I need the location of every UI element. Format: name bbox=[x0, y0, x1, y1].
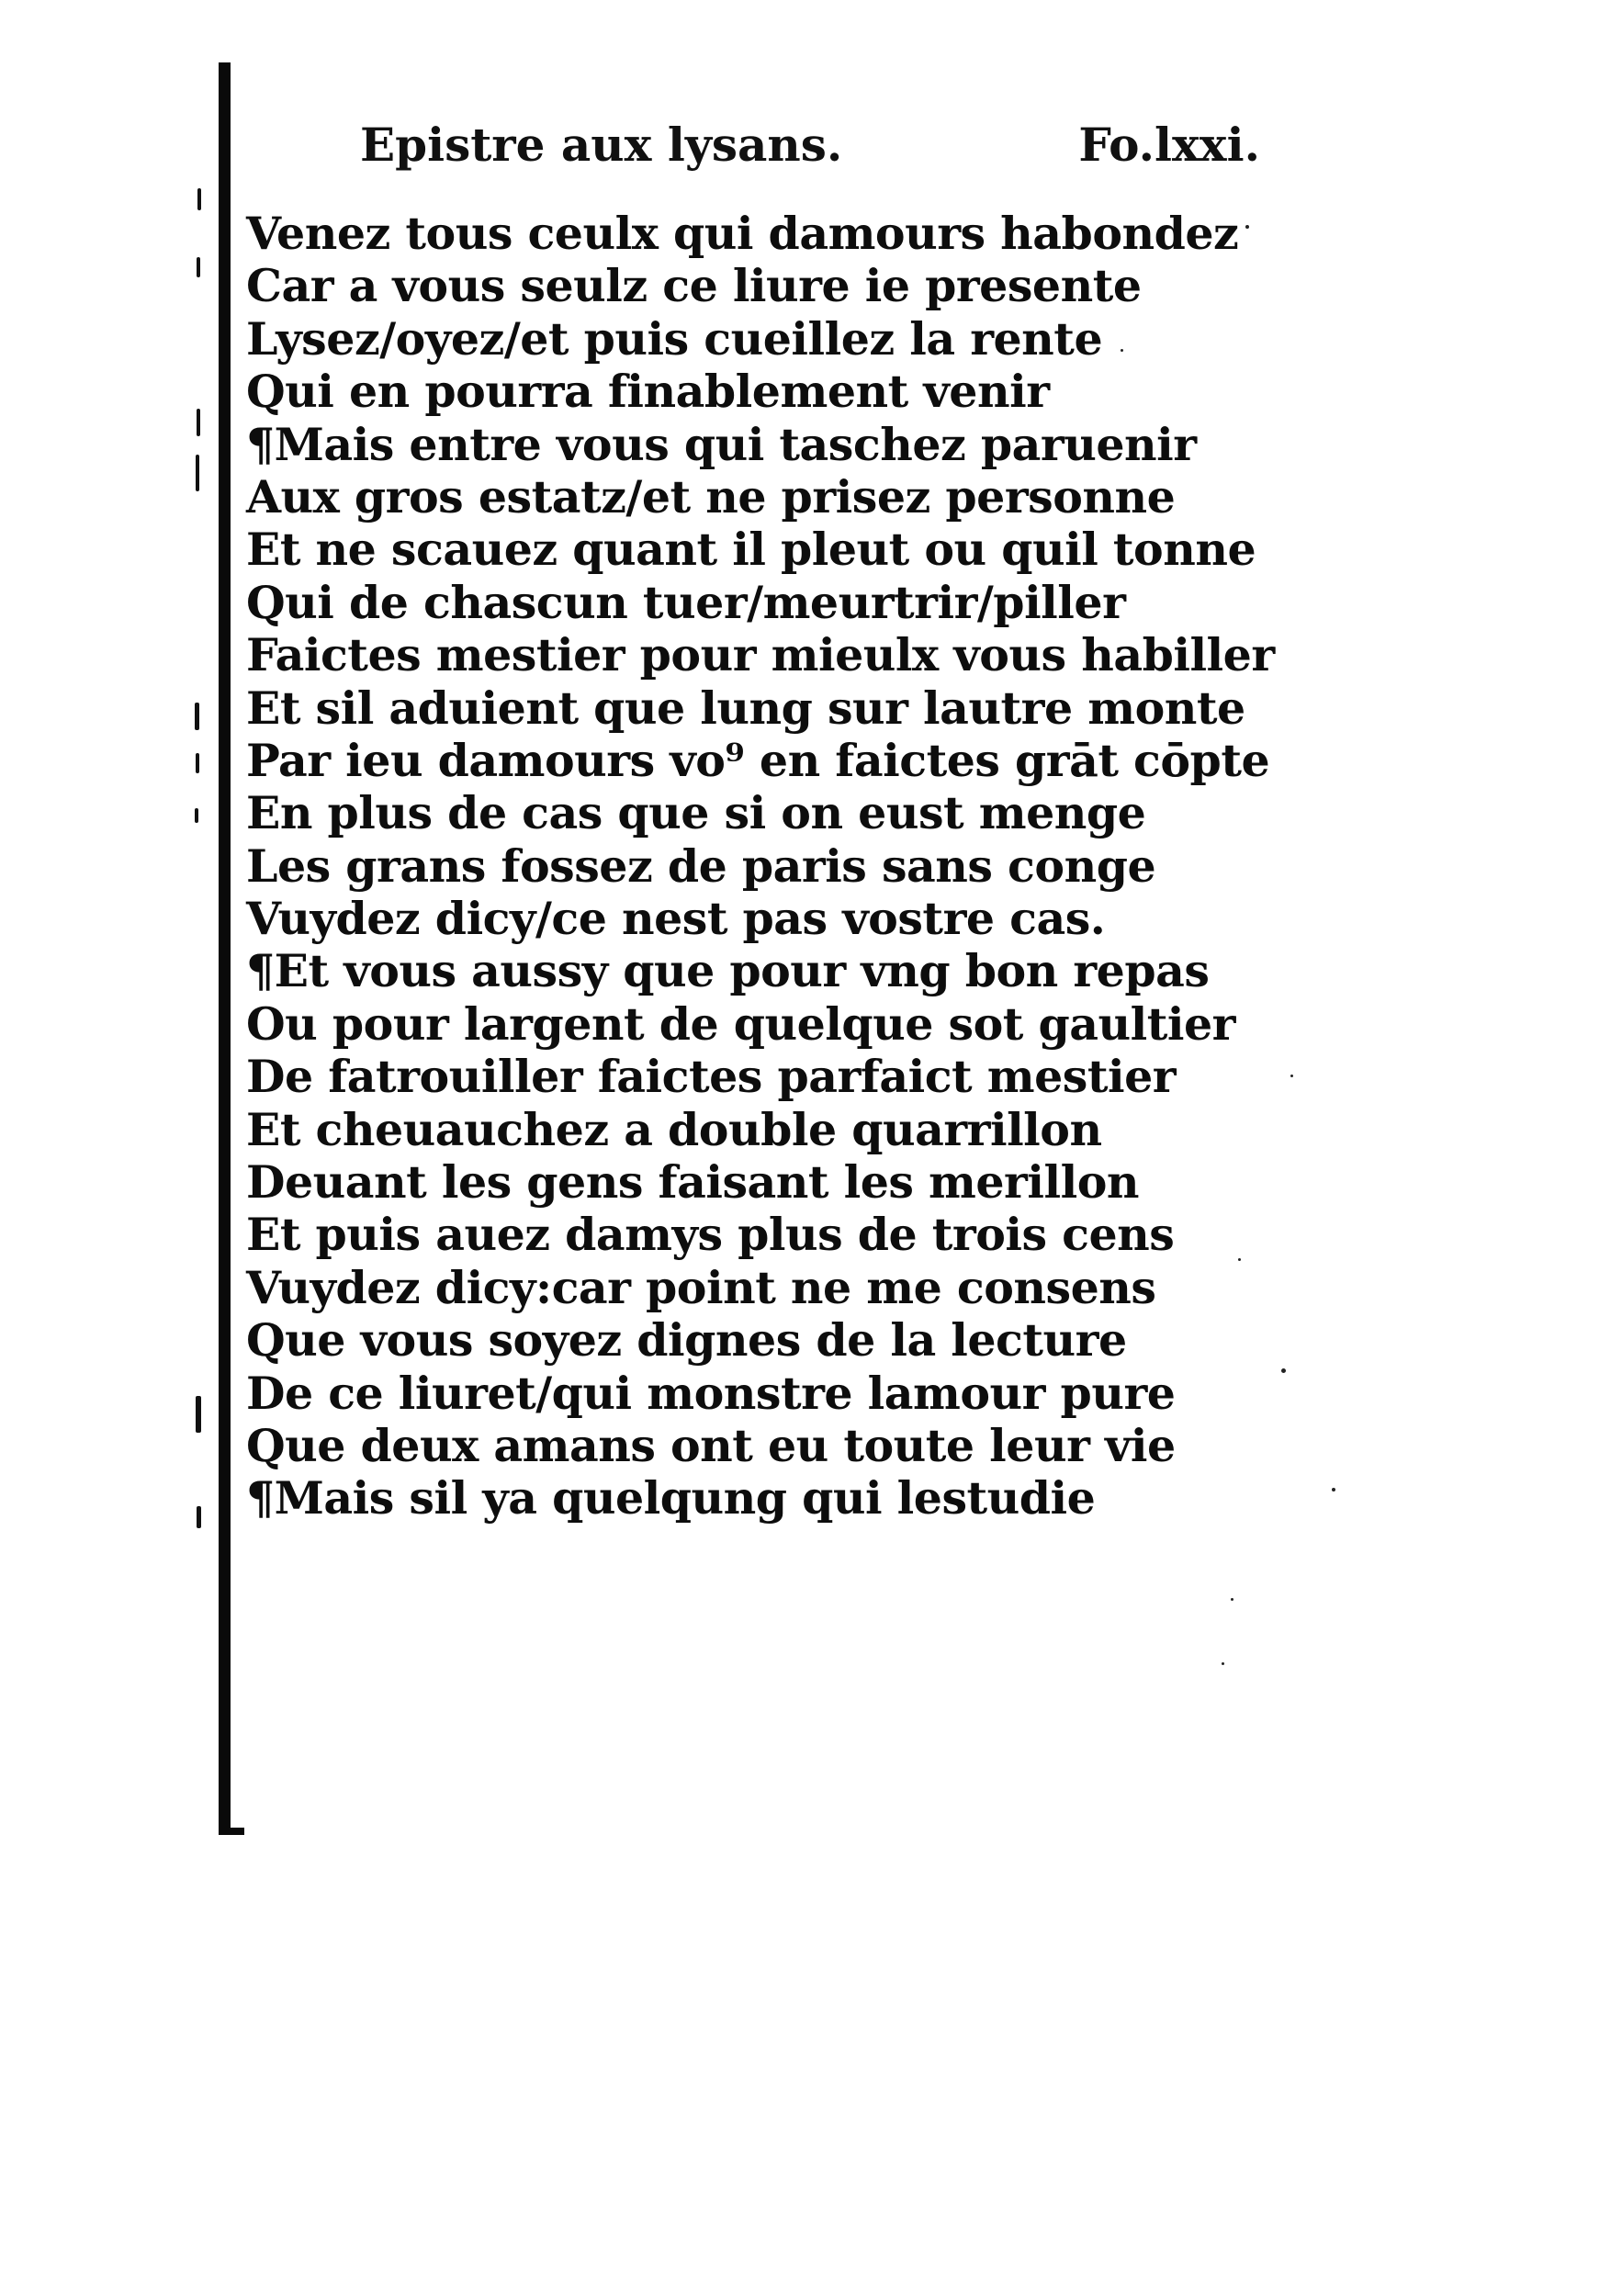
verse-line: Ou pour largent de quelque sot gaultier bbox=[246, 996, 1235, 1051]
verse-line: Vuydez dicy:car point ne me consens bbox=[246, 1260, 1156, 1314]
verse-line: Lysez/oyez/et puis cueillez la rente bbox=[246, 311, 1103, 366]
verse-line: ¶Mais entre vous qui taschez paruenir bbox=[246, 417, 1197, 471]
margin-mark bbox=[197, 1506, 201, 1528]
verse-line: ¶Mais sil ya quelqung qui lestudie bbox=[246, 1471, 1096, 1525]
verse-line: Car a vous seulz ce liure ie presente bbox=[246, 259, 1142, 313]
verse-line: Et sil aduient que lung sur lautre monte bbox=[246, 681, 1245, 735]
verse-line: En plus de cas que si on eust menge bbox=[246, 786, 1146, 840]
running-head-title: Epistre aux lysans. bbox=[360, 118, 843, 172]
ink-speck bbox=[1222, 1662, 1224, 1665]
margin-mark bbox=[196, 1396, 201, 1433]
margin-mark bbox=[197, 409, 200, 436]
verse-line: Et cheuauchez a double quarrillon bbox=[246, 1102, 1102, 1156]
verse-line: Et puis auez damys plus de trois cens bbox=[246, 1208, 1175, 1262]
margin-mark bbox=[195, 703, 199, 730]
binding-rule-foot bbox=[219, 1828, 244, 1835]
binding-rule bbox=[219, 62, 231, 1833]
verse-line: Qui de chascun tuer/meurtrir/piller bbox=[246, 575, 1126, 629]
verse-text-block bbox=[246, 208, 1284, 1525]
margin-mark bbox=[195, 808, 198, 823]
folio-number: Fo.lxxi. bbox=[1078, 118, 1260, 172]
verse-line: Aux gros estatz/et ne prisez personne bbox=[246, 469, 1176, 523]
verse-line: Les grans fossez de paris sans conge bbox=[246, 838, 1156, 893]
ink-speck bbox=[1231, 1598, 1233, 1601]
verse-line: De ce liuret/qui monstre lamour pure bbox=[246, 1366, 1176, 1420]
verse-line: Et ne scauez quant il pleut ou quil tonne bbox=[246, 523, 1256, 577]
verse-line: Vuydez dicy/ce nest pas vostre cas. bbox=[246, 892, 1106, 946]
margin-mark bbox=[197, 257, 200, 277]
verse-line: De fatrouiller faictes parfaict mestier bbox=[246, 1050, 1177, 1104]
verse-line: Deuant les gens faisant les merillon bbox=[246, 1155, 1140, 1210]
verse-line: Qui en pourra finablement venir bbox=[246, 365, 1050, 419]
margin-mark bbox=[196, 455, 199, 491]
ink-speck bbox=[1332, 1488, 1335, 1491]
running-head bbox=[360, 118, 1260, 191]
verse-line: Que vous soyez dignes de la lecture bbox=[246, 1313, 1127, 1367]
verse-line: Que deux amans ont eu toute leur vie bbox=[246, 1418, 1176, 1472]
margin-mark bbox=[197, 188, 201, 210]
ink-speck bbox=[1290, 1075, 1293, 1077]
verse-line: Faictes mestier pour mieulx vous habiller bbox=[246, 628, 1275, 682]
margin-mark bbox=[196, 753, 199, 773]
verse-line: Venez tous ceulx qui damours habondez bbox=[246, 207, 1239, 260]
verse-line: Par ieu damours vo⁹ en faictes grāt cōpte bbox=[246, 733, 1270, 787]
verse-line: ¶Et vous aussy que pour vng bon repas bbox=[246, 944, 1210, 998]
